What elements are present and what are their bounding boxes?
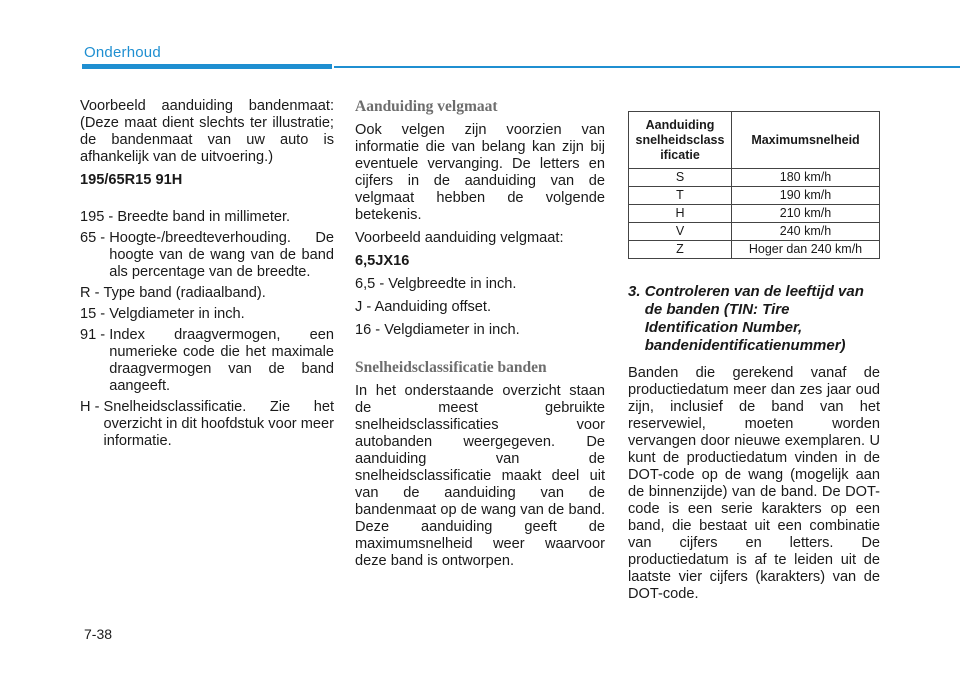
column-tire-size [80, 98, 334, 454]
definition-item [80, 399, 334, 450]
speed-code-cell: V [629, 223, 732, 241]
table-row [629, 187, 880, 205]
tire-age-heading-number: 3. [628, 283, 645, 300]
rim-example-label: Voorbeeld aanduiding velgmaat: [355, 230, 564, 246]
rim-definition: J - Aanduiding offset. [355, 299, 492, 315]
definition-key: H - [80, 399, 104, 415]
table-header-cell: Maximumsnelheid [732, 112, 880, 169]
rim-size-heading: Aanduiding velgmaat [355, 98, 498, 115]
max-speed-cell: 180 km/h [732, 169, 880, 187]
definition-value: Index draagvermogen, een numerieke code die het maximale draagvermogen van de band aangeeft. [109, 327, 334, 394]
table-header-cell: Aanduiding snelheidsclass ificatie [629, 112, 732, 169]
definition-key: 65 - [80, 230, 110, 246]
max-speed-cell: 190 km/h [732, 187, 880, 205]
definition-value: Type band (radiaalband). [103, 285, 266, 301]
definition-key: R - [80, 285, 104, 301]
speed-class-paragraph: In het onderstaande overzicht staan de meest gebruikte snelheidsclassificaties voor autobanden weergegeven. De aanduiding van de snelheidsclassificatie maakt deel uit van de aanduiding van de bandenmaat op de wang van de band. Deze aanduiding geeft de maximumsnelheid weer waarvoor deze band is ontworpen. [355, 383, 605, 569]
tire-age-heading [628, 283, 880, 355]
definition-item [80, 209, 334, 226]
definition-value: Snelheidsclassificatie. Zie het overzicht in dit hoofdstuk voor meer informatie. [103, 399, 334, 449]
speed-code-cell: H [629, 205, 732, 223]
max-speed-cell: Hoger dan 240 km/h [732, 241, 880, 259]
table-row [629, 169, 880, 187]
definition-item [80, 285, 334, 302]
table-header-row [629, 112, 880, 169]
speed-class-heading: Snelheidsclassificatie banden [355, 359, 547, 376]
rim-size-code: 6,5JX16 [355, 253, 410, 269]
table-row [629, 241, 880, 259]
speed-code-cell: S [629, 169, 732, 187]
rim-definition: 16 - Velgdiameter in inch. [355, 322, 520, 338]
definition-value: Hoogte-/breedteverhouding. De hoogte van de wang van de band als percentage van de breedte. [109, 230, 334, 280]
column-speed-table [628, 98, 880, 609]
header-rule-thick [82, 64, 332, 69]
max-speed-cell: 210 km/h [732, 205, 880, 223]
section-title: Onderhoud [84, 44, 161, 61]
tire-age-paragraph: Banden die gerekend vanaf de productiedatum meer dan zes jaar oud zijn, inclusief de band van het reservewiel, moeten worden vervangen door nieuwe exemplaren. U kunt de productiedatum vinden in de DOT-code op de wang (mogelijk aan de binnenzijde) van de band. De DOT-code is een serie karakters op een band, die bestaat uit een combinatie van cijfers en letters. De productiedatum is af te leiden uit de laatste vier cijfers (karakters) van de DOT-code. [628, 365, 880, 602]
rim-size-paragraph: Ook velgen zijn voorzien van informatie die van belang kan zijn bij eventuele vervanging. De letters en cijfers in de aanduiding van de velgmaat hebben de volgende betekenis. [355, 122, 605, 223]
definition-value: Breedte band in millimeter. [117, 209, 291, 225]
speed-class-table [628, 111, 880, 259]
definition-key: 195 - [80, 209, 118, 225]
tire-size-intro: Voorbeeld aanduiding bandenmaat: (Deze maat dient slechts ter illustratie; de bandenmaat van uw auto is afhankelijk van de uitvoering.) [80, 98, 334, 165]
definition-key: 91 - [80, 327, 110, 343]
tire-age-heading-text: Controleren van de leeftijd van de banden (TIN: Tire Identification Number, bandenidentificatienummer) [644, 283, 864, 354]
header-rule-thin [334, 66, 960, 68]
definition-value: Velgdiameter in inch. [109, 306, 245, 322]
definition-key: 15 - [80, 306, 110, 322]
definition-item [80, 230, 334, 281]
page-number: 7-38 [84, 626, 113, 642]
tire-size-code: 195/65R15 91H [80, 172, 183, 188]
column-rim-size [355, 98, 605, 576]
speed-code-cell: Z [629, 241, 732, 259]
definition-item [80, 327, 334, 395]
speed-code-cell: T [629, 187, 732, 205]
table-row [629, 223, 880, 241]
rim-definition: 6,5 - Velgbreedte in inch. [355, 276, 517, 292]
definition-item [80, 306, 334, 323]
table-row [629, 205, 880, 223]
max-speed-cell: 240 km/h [732, 223, 880, 241]
